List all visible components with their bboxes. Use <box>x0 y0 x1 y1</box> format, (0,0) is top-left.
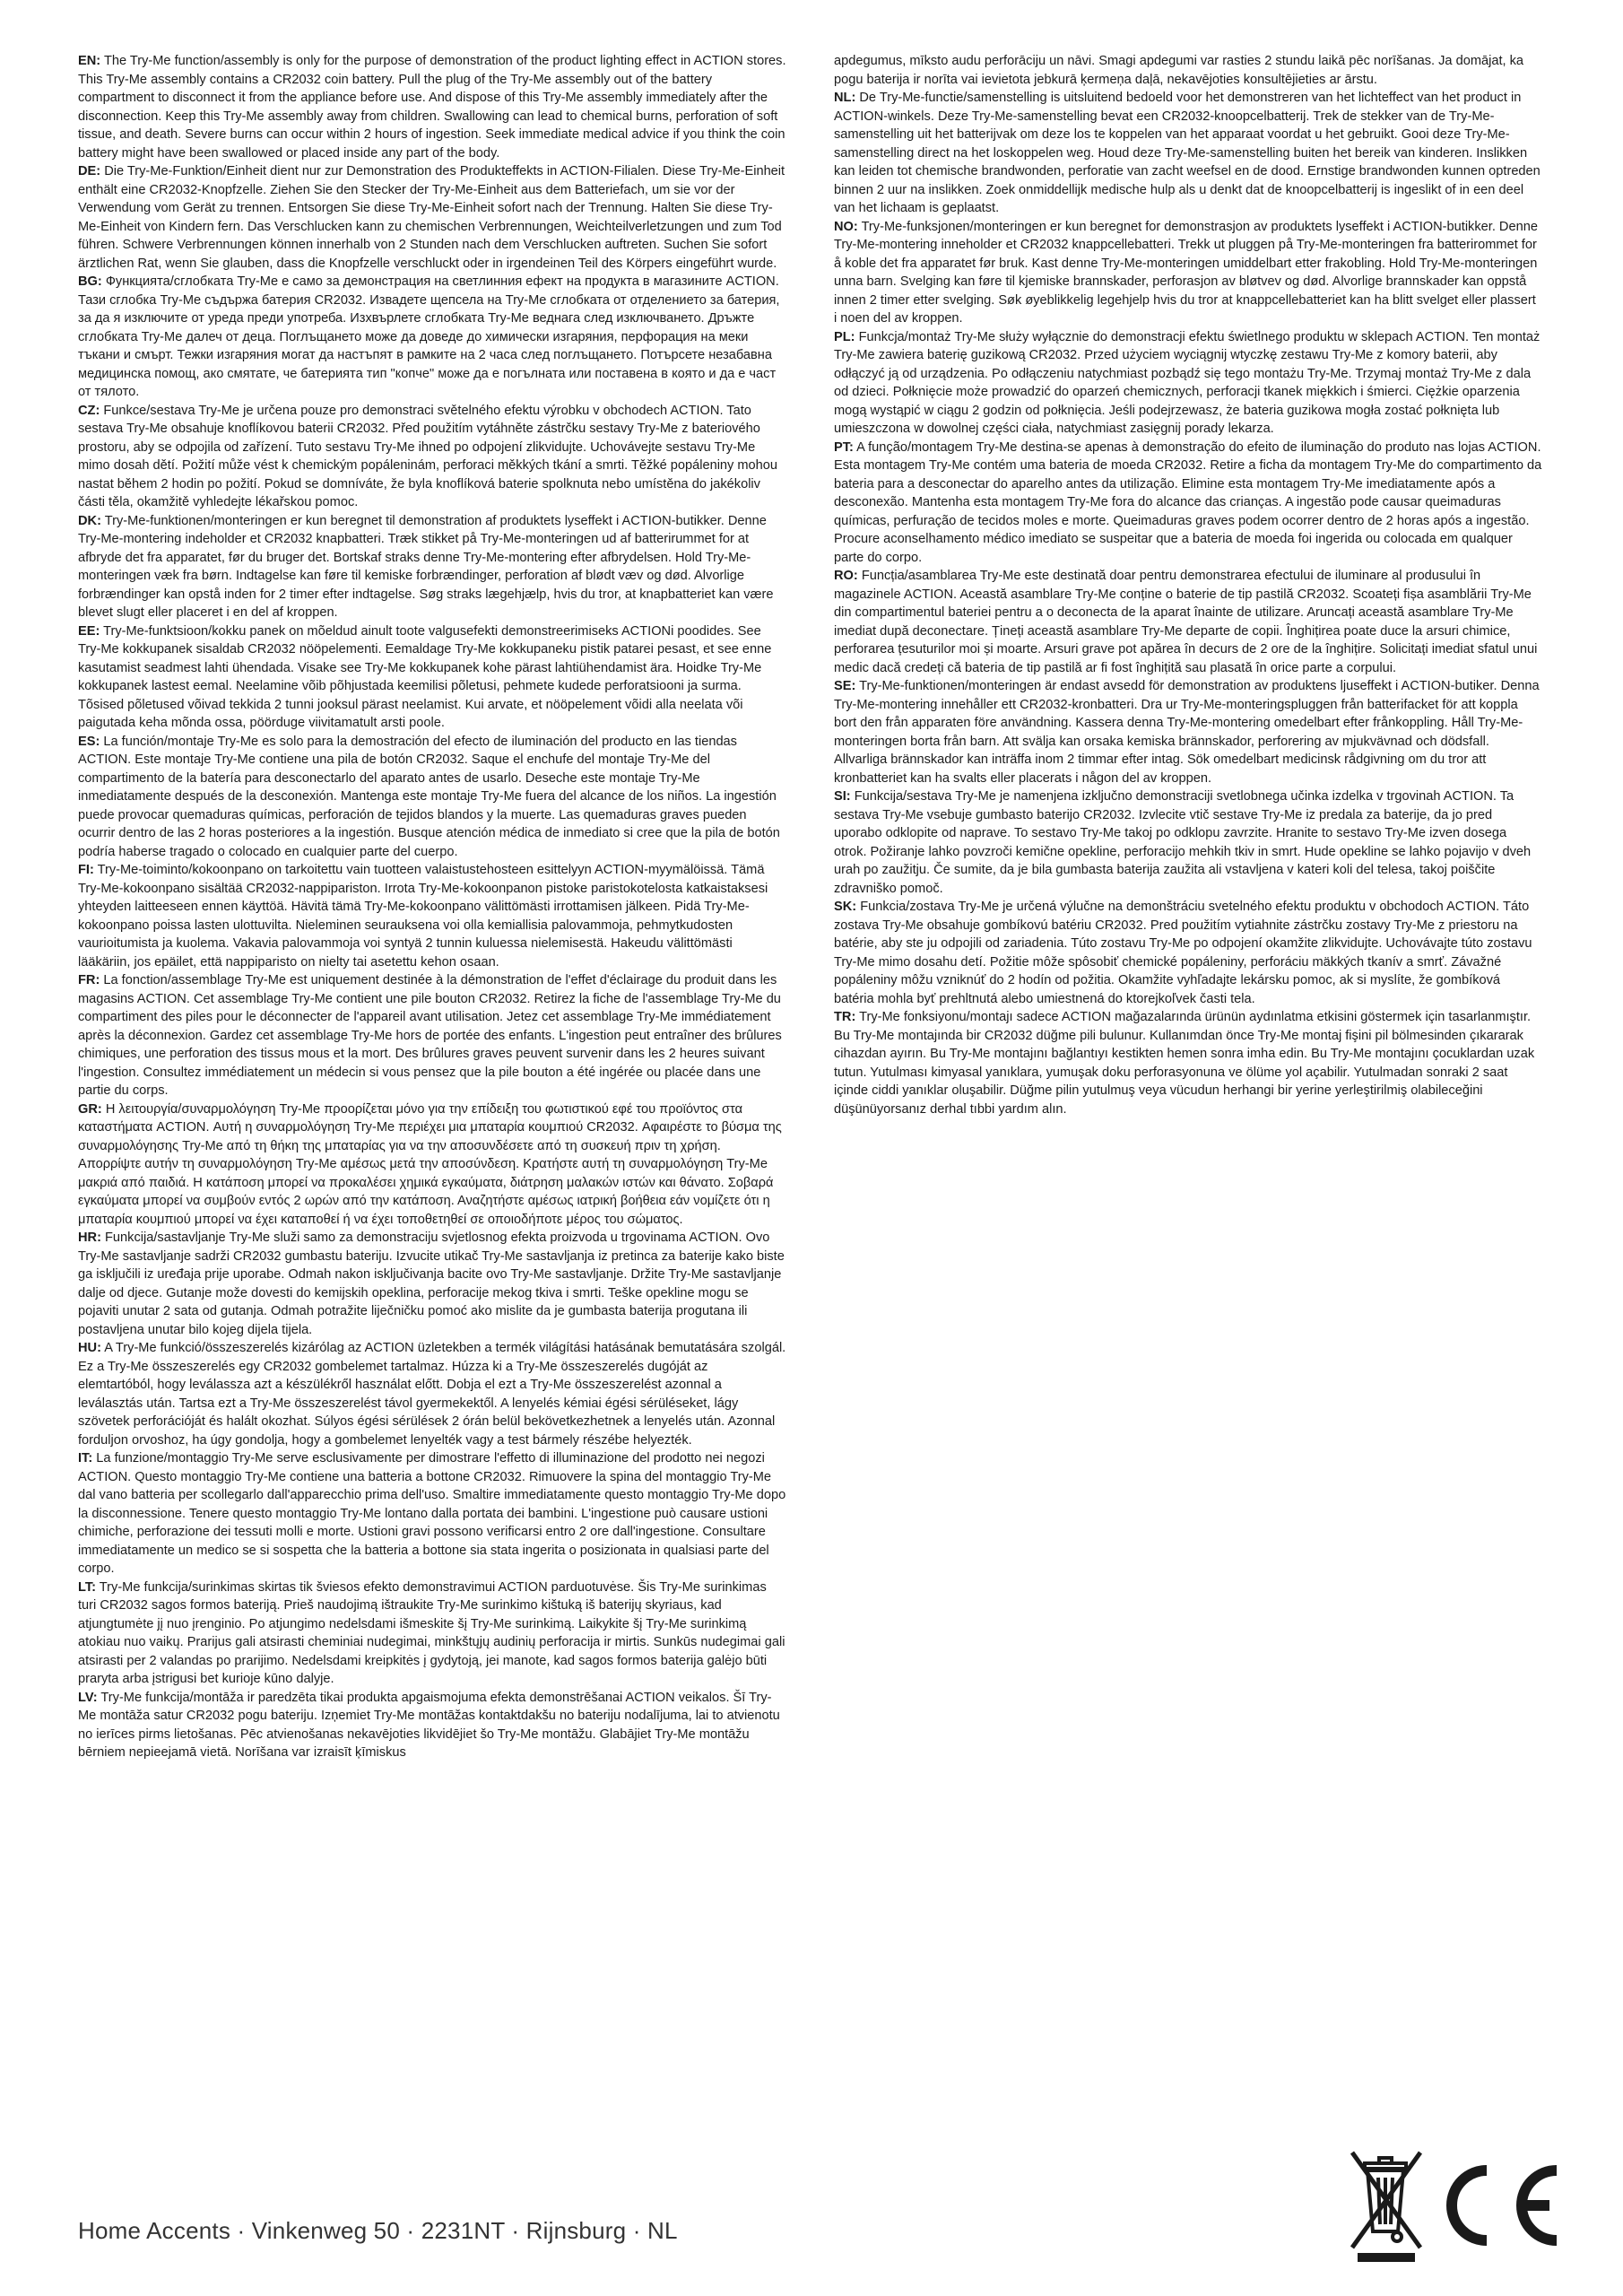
paragraph-text: Funcția/asamblarea Try-Me este destinată doar pentru demonstrarea efectului de iluminare al produsului în magazinele ACTION. Această asamblare Try-Me conține o baterie de tip pastilă CR2032. Scoateți fișa asamblării Try-Me din compartimentul bateriei pentru a o deconecta de la aparat înainte de utilizare. Aruncați această asamblare Try-Me imediat după deconectare. Țineți această asamblare Try-Me departe de copii. Înghițirea poate duce la arsuri chimice, perforarea țesuturilor moi și moarte. Arsuri grave pot apărea în decurs de 2 ore de la înghițire. Solicitați imediat sfatul unui medic dacă credeți că bateria de tip pastilă ar fi fost înghițită sau plasată în orice parte a corpului. <box>834 569 1538 675</box>
language-paragraph <box>834 218 1542 328</box>
paragraph-text: La fonction/assemblage Try-Me est uniquement destinée à la démonstration de l'effet d'éclairage du produit dans les magasins ACTION. Cet assemblage Try-Me contient une pile bouton CR2032. Retirez la fiche de l'assemblage Try-Me du compartiment des piles pour le déconnecter de l'appareil avant utilisation. Jetez cet assemblage Try-Me immédiatement après la déconnexion. Gardez cet assemblage Try-Me hors de portée des enfants. L'ingestion peut entraîner des brûlures chimiques, une perforation des tissus mous et la mort. Des brûlures graves peuvent survenir dans les 2 heures suivant l'ingestion. Consultez immédiatement un médecin si vous pensez que la pile bouton a été ingérée ou placée dans une partie du corps. <box>78 973 782 1098</box>
language-code: PL: <box>834 329 855 344</box>
paragraph-text: Try-Me funkcija/surinkimas skirtas tik šviesos efekto demonstravimui ACTION parduotuvėse. Šis Try-Me surinkimas turi CR2032 sagos formos bateriją. Prieš naudojimą ištraukite Try-Me surinkimo kištuką iš baterijų skyriaus, kad atjungtumėte jį nuo įrenginio. Po atjungimo nedelsdami išmeskite šį Try-Me surinkimą. Laikykite šį Try-Me surinkimą atokiau nuo vaikų. Prarijus gali atsirasti cheminiai nudegimai, minkštųjų audinių perforacija ir mirtis. Sunkūs nudegimai gali atsirasti per 2 valandas po prarijimo. Nedelsdami kreipkitės į gydytoją, jei manote, kad sagos formos baterija galėjo būti praryta arba įstrigusi bet kurioje kūno dalyje. <box>78 1579 785 1686</box>
language-code: SK: <box>834 900 857 914</box>
compliance-marks <box>1345 2144 1569 2269</box>
language-paragraph <box>834 1008 1542 1118</box>
paragraph-text: Try-Me-funktionen/monteringen er kun beregnet til demonstration af produktets lyseffekt i ACTION-butikker. Denne Try-Me-montering indeholder et CR2032 knapbatteri. Træk stikket på Try-Me-monteringen ud af batterirummet for at afbryde det fra apparatet, før du bruger det. Bortskaf straks denne Try-Me-montering efter afbrydelsen. Hold Try-Me-monteringen væk fra børn. Indtagelse kan føre til kemiske forbrændinger, perforation af blødt væv og død. Alvorlige forbrændinger kan opstå inden for 2 timer efter indtagelse. Søg straks lægehjælp, hvis du tror, at knapbatteriet kan være blevet slugt eller placeret i en del af kroppen. <box>78 513 774 620</box>
language-code: IT: <box>78 1451 93 1465</box>
marks-svg <box>1345 2144 1569 2269</box>
paragraph-text: La función/montaje Try-Me es solo para la demostración del efecto de iluminación del producto en las tiendas ACTION. Este montaje Try-Me contiene una pila de botón CR2032. Saque el enchufe del montaje Try-Me del compartimento de la batería para desconectarlo del aparato antes de usarlo. Deseche este montaje Try-Me inmediatamente después de la desconexión. Mantenga este montaje Try-Me fuera del alcance de los niños. La ingestión puede provocar quemaduras químicas, perforación de tejidos blandos y la muerte. Las quemaduras graves pueden ocurrir dentro de las 2 horas posteriores a la ingestión. Busque atención médica de inmediato si cree que la pila de botón podría haberse tragado o colocado en cualquier parte del cuerpo. <box>78 734 780 859</box>
paragraph-text: Try-Me funkcija/montāža ir paredzēta tikai produkta apgaismojuma efekta demonstrēšanai ACTION veikalos. Šī Try-Me montāža satur CR2032 pogu bateriju. Izņemiet Try-Me montāžas kontaktdakšu no bateriju nodalījuma, lai to atvienotu no ierīces pirms lietošanas. Pēc atvienošanas nekavējoties likvidējiet šo Try-Me montāžu. Glabājiet Try-Me montāžu bērniem nepieejamā vietā. Norīšana var izraisīt ķīmiskus <box>78 1690 780 1760</box>
language-code: LV: <box>78 1690 98 1705</box>
paragraph-text: Funkcja/montaż Try-Me służy wyłącznie do demonstracji efektu świetlnego produktu w sklepach ACTION. Ten montaż Try-Me zawiera baterię guzikową CR2032. Przed użyciem wyciągnij wtyczkę zestawu Try-Me z komory baterii, aby odłączyć ją od urządzenia. Po odłączeniu natychmiast pozbądź się tego montażu Try-Me. Trzymaj montaż Try-Me z dala od dzieci. Połknięcie może prowadzić do oparzeń chemicznych, perforacji tkanek miękkich i śmierci. Ciężkie oparzenia mogą wystąpić w ciągu 2 godzin od połknięcia. Jeśli podejrzewasz, że bateria guzikowa mogła zostać połknięta lub umieszczona w dowolnej części ciała, natychmiast zasięgnij porady lekarza. <box>834 329 1541 436</box>
language-paragraph <box>78 1229 786 1339</box>
language-paragraph <box>78 162 786 273</box>
language-code: BG: <box>78 274 102 289</box>
paragraph-text: Funkce/sestava Try-Me je určena pouze pro demonstraci světelného efektu výrobku v obchodech ACTION. Tato sestava Try-Me obsahuje knoflíkovou baterii CR2032. Před použitím vytáhněte zástrčku sestavy Try-Me z bateriového prostoru, aby se odpojila od zařízení. Tuto sestavu Try-Me ihned po odpojení zlikvidujte. Uchovávejte sestavu Try-Me mimo dosah dětí. Požití může vést k chemickým popáleninám, perforaci měkkých tkání a smrti. Těžké popáleniny mohou nastat během 2 hodin po požití. Pokud se domníváte, že byla knoflíková baterie spolknuta nebo umístěna do jakékoliv části těla, okamžitě vyhledejte lékařskou pomoc. <box>78 403 778 509</box>
language-paragraph <box>78 273 786 402</box>
language-code: CZ: <box>78 403 100 418</box>
language-paragraph <box>834 898 1542 1008</box>
language-code: HR: <box>78 1231 101 1245</box>
language-code: GR: <box>78 1101 102 1117</box>
language-paragraph <box>78 512 786 622</box>
paragraph-text: apdegumus, mīksto audu perforāciju un nāvi. Smagi apdegumi var rasties 2 stundu laikā pēc norīšanas. Ja domājat, ka pogu baterija ir norīta vai ievietota jebkurā ķermeņa daļā, nekavējoties konsultējieties ar ārstu. <box>834 54 1524 87</box>
language-code: EE: <box>78 623 100 639</box>
right-text-column <box>834 52 1542 1118</box>
language-code: DE: <box>78 164 101 178</box>
language-paragraph <box>78 1339 786 1449</box>
paragraph-text: Try-Me-funksjonen/monteringen er kun beregnet for demonstrasjon av produktets lyseffekt i ACTION-butikker. Denne Try-Me-montering inneholder et CR2032 knappcellebatteri. Trekk ut pluggen på Try-Me-monteringen fra batterirommet for å koble det fra apparatet før bruk. Kast denne Try-Me-monteringen umiddelbart etter frakobling. Hold Try-Me-monteringen unna barn. Svelging kan føre til kjemiske brannskader, perforasjon av bløtvev og død. Alvorlige brannskader kan oppstå innen 2 timer etter svelging. Søk øyeblikkelig legehjelp hvis du tror at knappcellebatteriet kan ha blitt svelget eller plassert i noen del av kroppen. <box>834 219 1538 326</box>
language-code: ES: <box>78 734 100 749</box>
crossed-out-wheelie-bin-icon <box>1352 2152 1420 2262</box>
company-address: Home Accents · Vinkenweg 50 · 2231NT · Rijnsburg · NL <box>78 2217 678 2244</box>
paragraph-text: Try-Me-toiminto/kokoonpano on tarkoitettu vain tuotteen valaistustehosteen esittelyyn ACTION-myymälöissä. Tämä Try-Me-kokoonpano sisältää CR2032-nappipariston. Irrota Try-Me-kokoonpanon pistoke paristokotelosta katkaistaksesi yhteyden laitteeseen ennen käyttöä. Hävitä tämä Try-Me-kokoonpano välittömästi irrottamisen jälkeen. Pidä Try-Me-kokoonpano poissa lasten ulottuvilta. Nieleminen seurauksena voi olla kemiallisia palovammoja, pehmytkudosten vaurioitumista ja kuolema. Vakavia palovammoja voi syntyä 2 tunnin kuluessa nielemisestä. Hakeudu välittömästi lääkäriin, jos epäilet, että nappiparisto on nielty tai asetettu kehon osaan. <box>78 863 768 970</box>
language-code: TR: <box>834 1010 856 1024</box>
paragraph-text: Try-Me-funktionen/monteringen är endast avsedd för demonstration av produktens ljuseffekt i ACTION-butiker. Denna Try-Me-montering innehåller ett CR2032-kronbatteri. Dra ur Try-Me-monteringspluggen från batterifacket för att koppla bort den från apparaten före användning. Kassera denna Try-Me-montering omedelbart efter frånkoppling. Håll Try-Me-monteringen borta från barn. Att svälja kan orsaka kemiska brännskador, perforering av mjukvävnad och dödsfall. Allvarliga brännskador kan inträffa inom 2 timmar efter intag. Sök omedelbart medicinsk rådgivning om du tror att kronbatteriet kan ha svalts eller placerats i någon del av kroppen. <box>834 679 1540 786</box>
language-paragraph <box>834 439 1542 568</box>
language-paragraph <box>78 1449 786 1578</box>
paragraph-text: Die Try-Me-Funktion/Einheit dient nur zur Demonstration des Produkteffekts in ACTION-Filialen. Diese Try-Me-Einheit enthält eine CR2032-Knopfzelle. Ziehen Sie den Stecker der Try-Me-Einheit aus dem Batteriefach, um sie vor der Verwendung vom Gerät zu trennen. Entsorgen Sie diese Try-Me-Einheit sofort nach der Trennung. Halten Sie diese Try-Me-Einheit von Kindern fern. Das Verschlucken kann zu chemischen Verbrennungen, Weichteilverletzungen und zum Tod führen. Schwere Verbrennungen können innerhalb von 2 Stunden nach dem Verschlucken auftreten. Suchen Sie sofort ärztlichen Rat, wenn Sie glauben, dass die Knopfzelle verschluckt oder in irgendeinen Teil des Körpers eingeführt wurde. <box>78 164 785 271</box>
paragraph-text: The Try-Me function/assembly is only for the purpose of demonstration of the product lighting effect in ACTION stores. This Try-Me assembly contains a CR2032 coin battery. Pull the plug of the Try-Me assembly out of the battery compartment to disconnect it from the appliance before use. And dispose of this Try-Me assembly immediately after the disconnection. Keep this Try-Me assembly away from children. Swallowing can lead to chemical burns, perforation of soft tissue, and death. Severe burns can occur within 2 hours of ingestion. Seek immediate medical advice if you think the coin battery might have been swallowed or placed inside any part of the body. <box>78 54 786 161</box>
language-paragraph <box>834 89 1542 218</box>
language-paragraph <box>834 52 1542 89</box>
language-code: HU: <box>78 1341 101 1355</box>
paragraph-text: Η λειτουργία/συναρμολόγηση Try-Me προορίζεται μόνο για την επίδειξη του φωτιστικού εφέ του προϊόντος στα καταστήματα ACTION. Αυτή η συναρμολόγηση Try-Me περιέχει μια μπαταρία κουμπιού CR2032. Αφαιρέστε το βύσμα της συναρμολόγησης Try-Me από τη θήκη της μπαταρίας για να την αποσυνδέσετε από τη συσκευή πριν τη χρήση. Απορρίψτε αυτήν τη συναρμολόγηση Try-Me αμέσως μετά την αποσύνδεση. Κρατήστε αυτή τη συναρμολόγηση Try-Me μακριά από παιδιά. Η κατάποση μπορεί να προκαλέσει χημικά εγκαύματα, διάτρηση μαλακών ιστών και θάνατο. Σοβαρά εγκαύματα μπορεί να συμβούν εντός 2 ωρών από την κατάποση. Αναζητήστε αμέσως ιατρική βοήθεια εάν νομίζετε ότι η μπαταρία κουμπιού μπορεί να έχει καταποθεί ή να έχει τοποθετηθεί σε οποιοδήποτε μέρος του σώματος. <box>78 1101 782 1227</box>
language-paragraph <box>78 402 786 512</box>
language-code: SI: <box>834 789 851 804</box>
language-paragraph <box>78 861 786 971</box>
paragraph-text: Funkcija/sastavljanje Try-Me služi samo za demonstraciju svjetlosnog efekta proizvoda u trgovinama ACTION. Ovo Try-Me sastavljanje sadrži CR2032 gumbastu bateriju. Izvucite utikač Try-Me sastavljanja iz pretinca za baterije kako biste ga isključili iz uređaja prije uporabe. Odmah nakon isključivanja bacite ovo Try-Me sastavljanje. Držite Try-Me sastavljanje dalje od djece. Gutanje može dovesti do kemijskih opeklina, perforacije mekog tkiva i smrti. Teške opekline mogu se pojaviti unutar 2 sata od gutanja. Odmah potražite liječničku pomoć ako mislite da je gumbasta baterija progutana ili postavljena unutar bilo kojeg dijela tijela. <box>78 1231 785 1337</box>
language-paragraph <box>834 567 1542 677</box>
paragraph-text: A função/montagem Try-Me destina-se apenas à demonstração do efeito de iluminação do produto nas lojas ACTION. Esta montagem Try-Me contém uma bateria de moeda CR2032. Retire a ficha da montagem Try-Me do compartimento da bateria para a desconectar do aparelho antes da utilização. Elimine esta montagem Try-Me imediatamente após a desconexão. Mantenha esta montagem Try-Me fora do alcance das crianças. A ingestão pode causar queimaduras químicas, perfuração de tecidos moles e morte. Queimaduras graves podem ocorrer dentro de 2 horas após a ingestão. Procure aconselhamento médico imediato se suspeitar que a bateria de moeda foi ingerida ou colocada em qualquer parte do corpo. <box>834 439 1542 565</box>
language-paragraph <box>834 328 1542 439</box>
language-code: DK: <box>78 513 101 528</box>
language-code: PT: <box>834 439 854 455</box>
language-paragraph <box>78 1578 786 1689</box>
language-code: FR: <box>78 973 100 987</box>
language-paragraph <box>78 1689 786 1762</box>
paragraph-text: Функцията/сглобката Try-Me е само за демонстрация на светлинния ефект на продукта в магазините ACTION. Тази сглобка Try-Me съдържа батерия CR2032. Извадете щепсела на Try-Me сглобката от отделението за батерия, за да я изключите от уреда преди употреба. Изхвърлете сглобката Try-Me веднага след изключването. Дръжте сглобката Try-Me далеч от деца. Поглъщането може да доведе до химически изгаряния, перфорация на меки тъкани и смърт. Тежки изгаряния могат да настъпят в рамките на 2 часа след поглъщането. Потърсете незабавна медицинска помощ, ако смятате, че батерията тип "копче" може да е погълната или поставена в която и да е част от тялото. <box>78 274 780 399</box>
language-code: RO: <box>834 569 858 583</box>
language-code: FI: <box>78 863 94 877</box>
paragraph-text: Funkcija/sestava Try-Me je namenjena izključno demonstraciji svetlobnega učinka izdelka v trgovinah ACTION. Ta sestava Try-Me vsebuje gumbasto baterijo CR2032. Izvlecite vtič sestave Try-Me iz predala za baterije, da jo pred uporabo odklopite od naprave. To sestavo Try-Me takoj po odklopu zavrzite. Hranite to sestavo Try-Me izven dosega otrok. Požiranje lahko povzroči kemične opekline, perforacijo mehkih tkiv in smrt. Hude opekline se lahko pojavijo v dveh urah po zaužitju. Če sumite, da je bila gumbasta baterija zaužita ali vstavljena v kateri koli del telesa, takoj poiščite zdravniško pomoč. <box>834 789 1532 896</box>
language-paragraph <box>78 971 786 1100</box>
paragraph-text: Funkcia/zostava Try-Me je určená výlučne na demonštráciu svetelného efektu produktu v obchodoch ACTION. Táto zostava Try-Me obsahuje gombíkovú batériu CR2032. Pred použitím vytiahnite zástrčku zostavy Try-Me z priestoru na batérie, aby ste ju odpojili od zariadenia. Túto zostavu Try-Me po odpojení okamžite zlikvidujte. Uchovávajte túto zostavu Try-Me mimo dosahu detí. Požitie môže spôsobiť chemické popáleniny, perforáciu mäkkých tkanív a smrť. Závažné popáleniny môžu vzniknúť do 2 hodín od požitia. Okamžite vyhľadajte lekársku pomoc, ak si myslíte, že gombíková batéria mohla byť prehltnutá alebo umiestnená do ktorejkoľvek časti tela. <box>834 900 1532 1006</box>
paragraph-text: Try-Me-funktsioon/kokku panek on mõeldud ainult toote valgusefekti demonstreerimiseks ACTIONi poodides. See Try-Me kokkupanek sisaldab CR2032 nööpelementi. Eemaldage Try-Me kokkupaneku pistik patarei pesast, et see enne kasutamist seadmest lahti ühendada. Visake see Try-Me kokkupanek kohe pärast lahtiühendamist ära. Hoidke Try-Me kokkupanek lastest eemal. Neelamine võib põhjustada keemilisi põletusi, pehmete kudede perforatsiooni ja surma. Tõsised põletused võivad tekkida 2 tunni jooksul pärast neelamist. Kui arvate, et nööpelement võidi alla neelata või paigutada keha mõnda ossa, pöörduge viivitamatult arsti poole. <box>78 623 772 730</box>
left-text-column <box>78 52 786 1762</box>
paragraph-text: Try-Me fonksiyonu/montajı sadece ACTION mağazalarında ürünün aydınlatma etkisini göstermek için tasarlanmıştır. Bu Try-Me montajında bir CR2032 düğme pili bulunur. Kullanımdan önce Try-Me montaj fişini pil bölmesinden çıkararak cihazdan ayırın. Bu Try-Me montajını bağlantıyı kestikten hemen sonra imha edin. Bu Try-Me montajını çocuklardan uzak tutun. Yutulması kimyasal yanıklara, yumuşak doku perforasyonuna ve ölüme yol açabilir. Yutulmadan sonraki 2 saat içinde ciddi yanıklar oluşabilir. Düğme pilin yutulmuş veya vücudun herhangi bir yerine yerleştirilmiş olabileceğini düşünüyorsanız derhal tıbbi yardım alın. <box>834 1010 1535 1117</box>
paragraph-text: De Try-Me-functie/samenstelling is uitsluitend bedoeld voor het demonstreren van het lichteffect van het product in ACTION-winkels. Deze Try-Me-samenstelling bevat een CR2032-knoopcelbatterij. Trek de stekker van de Try-Me-samenstelling uit het batterijvak om deze los te koppelen van het apparaat voordat u het gebruikt. Gooi deze Try-Me-samenstelling direct na het loskoppelen weg. Houd deze Try-Me-samenstelling buiten het bereik van kinderen. Inslikken kan leiden tot chemische brandwonden, perforatie van zacht weefsel en de dood. Ernstige brandwonden kunnen optreden binnen 2 uur na inslikken. Zoek onmiddellijk medische hulp als u denkt dat de knoopcelbatterij is ingeslikt of in een deel van het lichaam is geplaatst. <box>834 91 1541 215</box>
language-paragraph <box>78 733 786 862</box>
paragraph-text: La funzione/montaggio Try-Me serve esclusivamente per dimostrare l'effetto di illuminazione del prodotto nei negozi ACTION. Questo montaggio Try-Me contiene una batteria a bottone CR2032. Rimuovere la spina del montaggio Try-Me dal vano batteria per scollegarlo dall'apparecchio prima dell'uso. Smaltire immediatamente questo montaggio Try-Me dopo la disconnessione. Tenere questo montaggio Try-Me lontano dalla portata dei bambini. L'ingestione può causare ustioni chimiche, perforazione dei tessuti molli e morte. Ustioni gravi possono verificarsi entro 2 ore dall'ingestione. Consultare immediatamente un medico se si sospetta che la batteria a bottone sia stata ingerita o posizionata in qualsiasi parte del corpo. <box>78 1451 786 1576</box>
language-code: EN: <box>78 54 101 68</box>
language-paragraph <box>78 1100 786 1230</box>
language-paragraph <box>78 622 786 733</box>
ce-mark-icon <box>1452 2170 1557 2240</box>
language-paragraph <box>834 787 1542 898</box>
language-paragraph <box>834 677 1542 787</box>
paragraph-text: A Try-Me funkció/összeszerelés kizárólag az ACTION üzletekben a termék világítási hatásának bemutatására szolgál. Ez a Try-Me összeszerelés egy CR2032 gombelemet tartalmaz. Húzza ki a Try-Me összeszerelés dugóját az elemtartóból, hogy leválassza azt a készülékről használat előtt. Dobja el ezt a Try-Me összeszerelést azonnal a leválasztás után. Tartsa ezt a Try-Me összeszerelést távol gyermekektől. A lenyelés kémiai égési sérüléseket, lágy szövetek perforációját és halált okozhat. Súlyos égési sérülések 2 órán belül bekövetkezhetnek a lenyelés után. Azonnal forduljon orvoshoz, ha úgy gondolja, hogy a gombelemet lenyelték vagy a test bármely részébe helyezték. <box>78 1341 786 1448</box>
language-code: NO: <box>834 219 858 234</box>
language-code: NL: <box>834 91 856 105</box>
language-code: SE: <box>834 679 856 693</box>
language-code: LT: <box>78 1579 96 1595</box>
language-paragraph <box>78 52 786 162</box>
